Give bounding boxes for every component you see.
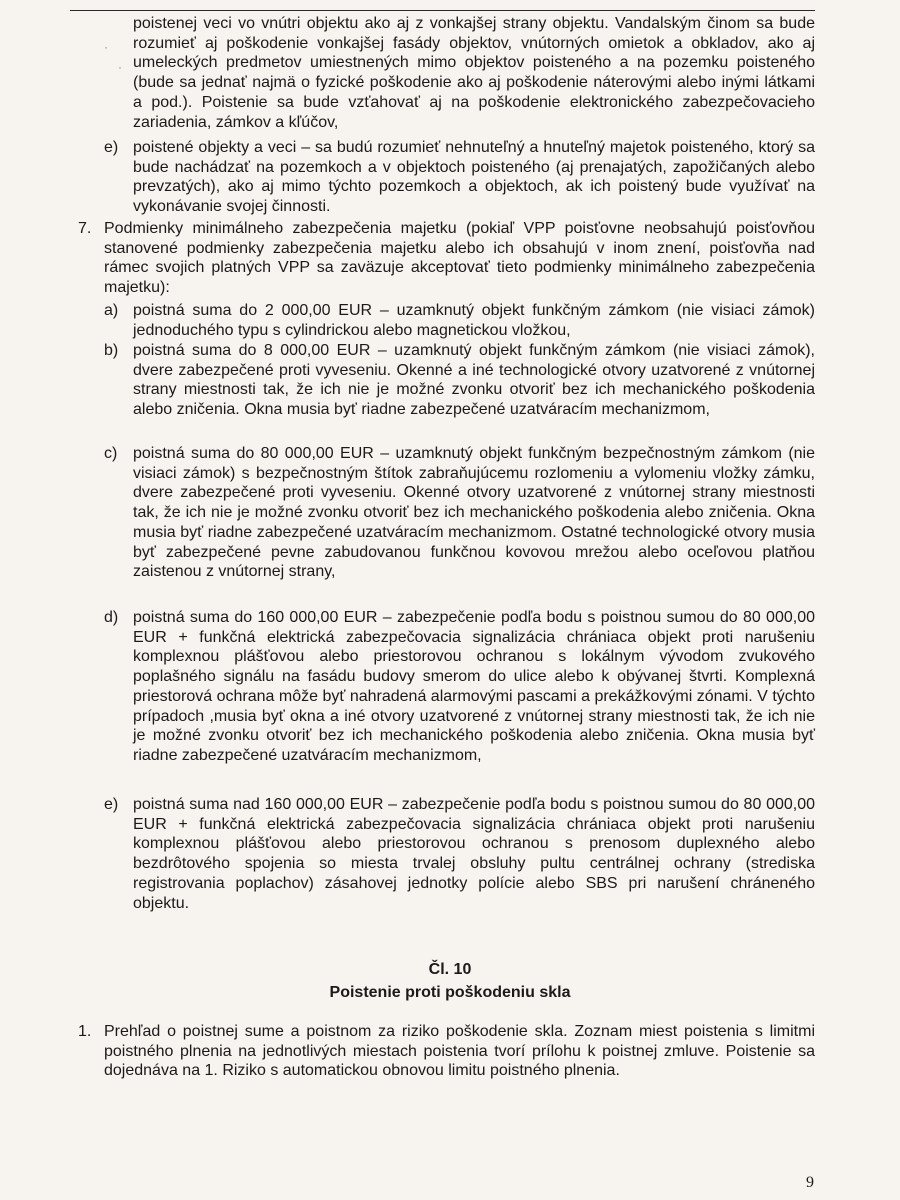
section-7-marker: 7. <box>78 220 92 237</box>
item-a-text: poistná suma do 2 000,00 EUR – uzamknutý objekt funkčným zámkom (nie visiaci zámok) jednoduchého typu s cylindrickou alebo magnetickou vložkou, <box>133 302 815 339</box>
item-e-text: poistná suma nad 160 000,00 EUR – zabezpečenie podľa bodu s poistnou sumou do 80 000,00 EUR + funkčná elektrická zabezpečovacia signalizácia chrániaca objekt proti narušeniu komplexnou plášťovou alebo priestorovou ochranou s prenosom duplexného alebo bezdrôtového spojenia so miesta trvalej obsluhy pultu centrálnej ochrany (strediska registrovania poplachov) zásahovej jednotky polície alebo SBS pri narušení chráneného objektu. <box>133 796 815 912</box>
intro-continuation: poistenej veci vo vnútri objektu ako aj z vonkajšej strany objektu. Vandalským činom sa bude rozumieť aj poškodenie vonkajšej fasády objektov, vnútorných omietok a obkladov, ako aj umeleckých predmetov umiestnených mimo objektov poisteného a na pozemku poisteného (bude sa jednať najmä o fyzické poškodenie ako aj poškodenie náterovými alebo inými látkami a pod.). Poistenie sa bude vzťahovať aj na poškodenie elektronického zabezpečovacieho zariadenia, zámkov a kľúčov, <box>133 15 815 131</box>
scan-mark: · <box>104 40 108 54</box>
item-b-marker: b) <box>104 342 119 359</box>
top-rule <box>70 10 815 11</box>
section-1-text: Prehľad o poistnej sume a poistnom za riziko poškodenie skla. Zoznam miest poistenia s limitmi poistného plnenia na jednotlivých miestach poistenia tvorí prílohu k poistnej zmluve. Poistenie sa dojednáva na 1. Riziko s automatickou obnovou limitu poistného plnenia. <box>104 1023 815 1080</box>
item-c-marker: c) <box>104 445 118 462</box>
item-a-marker: a) <box>104 302 119 319</box>
item-e-marker: e) <box>104 796 119 813</box>
section-7-text: Podmienky minimálneho zabezpečenia majetku (pokiaľ VPP poisťovne neobsahujú poisťovňou stanovené podmienky zabezpečenia majetku alebo ich obsahujú v inom znení, poisťovňa nad rámec svojich platných VPP sa zaväzuje akceptovať tieto podmienky minimálneho zabezpečenia majetku): <box>104 220 815 297</box>
scan-mark: · <box>118 60 122 74</box>
article-number: Čl. 10 <box>428 961 472 978</box>
page-number: 9 <box>806 1174 814 1191</box>
item-e-marker: e) <box>104 139 119 156</box>
item-d-marker: d) <box>104 609 119 626</box>
item-b-text: poistná suma do 8 000,00 EUR – uzamknutý objekt funkčným zámkom (nie visiaci zámok), dvere zabezpečené proti vyveseniu. Okenné a iné technologické otvory uzatvorené z vnútornej strany miestnosti tak, že ich nie je možné zvonku otvoriť bez ich mechanického poškodenia alebo zničenia. Okna musia byť riadne zabezpečené uzatváracím mechanizmom, <box>133 342 815 419</box>
section-1-marker: 1. <box>78 1023 92 1040</box>
item-d-text: poistná suma do 160 000,00 EUR – zabezpečenie podľa bodu s poistnou sumou do 80 000,00 EUR + funkčná elektrická zabezpečovacia signalizácia chrániaca objekt proti narušeniu komplexnou plášťovou alebo priestorovou ochranou s lokálnym vývodom zvukového poplašného signálu na fasádu budovy smerom do ulice alebo k obývanej štvrti. Komplexná priestorová ochrana môže byť nahradená alarmovými pascami a prekážkovými zónami. V týchto prípadoch ,musia byť okna a iné otvory uzatvorené z vnútornej strany miestnosti tak, že ich nie je možné zvonku otvoriť bez ich mechanického poškodenia alebo zničenia. Okna musia byť riadne zabezpečené uzatváracím mechanizmom, <box>133 609 815 764</box>
item-e-text: poistené objekty a veci – sa budú rozumieť nehnuteľný a hnuteľný majetok poisteného, ktorý sa bude nachádzať na pozemkoch a v objektoch poisteného (aj prenajatých, zapožičaných alebo prevzatých), ako aj mimo týchto pozemkoch a objektoch, ak ich poistený bude využívať na vykonávanie svojej činnosti. <box>133 139 815 216</box>
article-title: Poistenie proti poškodeniu skla <box>329 984 571 1001</box>
item-c-text: poistná suma do 80 000,00 EUR – uzamknutý objekt funkčným bezpečnostným zámkom (nie visiaci zámok) s bezpečnostným štítok zabraňujúcemu rozlomeniu a vylomeniu vložky zámku, dvere zabezpečené proti vyveseniu. Okenné otvory uzatvorené z vnútornej strany miestnosti tak, že ich nie je možné zvonku otvoriť bez ich mechanického poškodenia alebo zničenia. Okna musia byť riadne zabezpečené uzatváracím mechanizmom. Ostatné technologické otvory musia byť zabezpečené pevne zabudovanou funkčnou kovovou mrežou alebo oceľovou platňou zaistenou z vnútornej strany, <box>133 445 815 581</box>
